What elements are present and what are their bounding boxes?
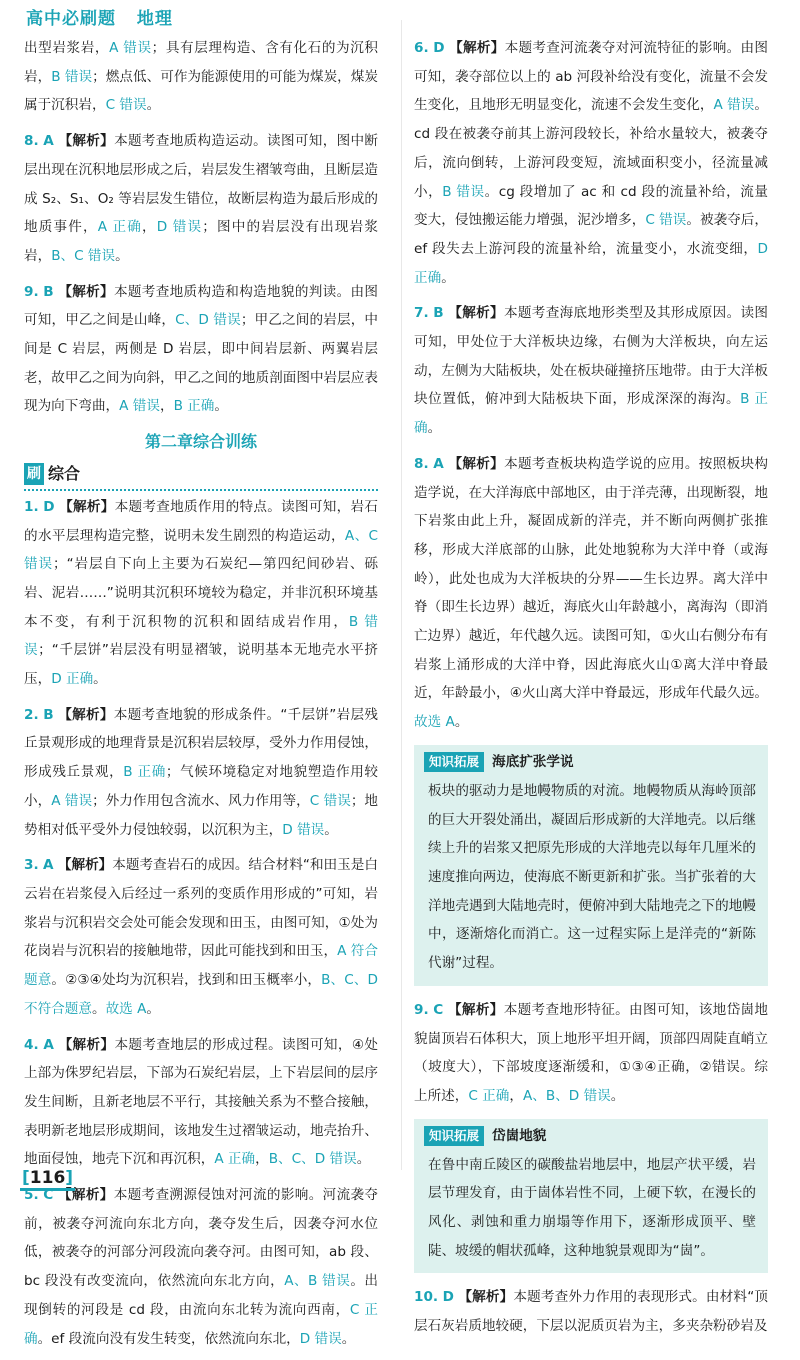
knowledge-title: 海底扩张学说 xyxy=(492,753,574,770)
answer-item-9: 9. B 【解析】本题考查地质构造和构造地貌的判读。由图可知，甲乙之间是山峰，C、D 错误；甲乙之间的岩层，中间是 C 岩层，两侧是 D 岩层，即中间岩层新、两翼岩层老，故甲乙之间为向斜，甲乙之间的地质剖面图中岩层应表现为向下弯曲，A 错误，B 正确。 xyxy=(24,283,379,415)
page-number: [116] xyxy=(20,1168,75,1191)
column-divider xyxy=(401,20,402,1170)
subject-title: 地理 xyxy=(136,9,173,29)
knowledge-box-daigu xyxy=(414,1119,768,1274)
answer-item-4: 4. A 【解析】本题考查地层的形成过程。读图可知，④处上部为侏罗纪岩层，下部为石炭纪岩层，上下岩层间的层序发生间断，且新老地层不平行，其接触关系为不整合接触，表明新老地层形成期间，该地发生过褶皱运动，地壳抬升、地面侵蚀，地壳下沉和再沉积，A 正确，B、C、D 错误。 xyxy=(24,1036,379,1168)
continued-answer: 出型岩浆岩，A 错误；具有层理构造、含有化石的为沉积岩，B 错误；燃点低、可作为能源使用的可能为煤炭，煤炭属于沉积岩，C 错误。 xyxy=(24,40,379,114)
knowledge-text: 板块的驱动力是地幔物质的对流。地幔物质从海岭顶部的巨大开裂处涌出，凝固后形成新的大洋地壳。以后继续上升的岩浆又把原先形成的大洋地壳以每年几厘米的速度推向两边，使海底不断更新和扩张。当扩张着的大洋地壳遇到大陆地壳时，便俯冲到大陆地壳之下的地幔中，逐渐熔化而消亡。这一过程实际上是洋壳的“新陈代谢”过程。 xyxy=(428,782,756,972)
answer-item-8: 8. A 【解析】本题考查板块构造学说的应用。按照板块构造学说，在大洋海底中部地区，由于洋壳薄，出现断裂，地下岩浆由此上升，凝固成新的洋壳，并不断向两侧扩张推移，形成大洋底部的山脉，此处地貌称为大洋中脊（或海岭），此处也成为大洋板块的分界——生长边界。离大洋中脊（即生长边界）越近，海底火山年龄越小，离海沟（即消亡边界）越近，年代越久远。读图可知，①火山右侧分布有岩浆上涌形成的大洋中脊，因此海底火山①离大洋中脊最近，年龄最小，④火山离大洋中脊最远，形成年代最久远。故选 A。 xyxy=(414,455,769,731)
knowledge-text: 在鲁中南丘陵区的碳酸盐岩地层中，地层产状平缓，岩层节理发育，由于崮体岩性不同，上硬下软，在漫长的风化、剥蚀和重力崩塌等作用下，逐渐形成顶平、壁陡、坡缓的帽状孤峰，这种地貌景观即为“崮”。 xyxy=(428,1156,756,1259)
answer-item-1: 1. D 【解析】本题考查地质作用的特点。读图可知，岩石的水平层理构造完整，说明未发生剧烈的构造运动，A、C 错误；“岩层自下向上主要为石炭纪—第四纪间砂岩、砾岩、泥岩……”说明其沉积环境较为稳定，并非沉积环境基本不变，有利于沉积物的沉积和固结成岩作用，B 错误；“千层饼”岩层没有明显褶皱，说明基本无地壳水平挤压，D 正确。 xyxy=(24,498,379,688)
answer-item-8: 8. A 【解析】本题考查地质构造运动。读图可知，图中断层出现在沉积地层形成之后，岩层发生褶皱弯曲，且断层造成 S₂、S₁、O₂ 等岩层发生错位，故断层构造为最后形成的地质事件，A 正确，D 错误；图中的岩层没有出现岩浆岩，B、C 错误。 xyxy=(24,133,379,264)
section-icon: 刷 xyxy=(24,463,44,485)
book-title: 高中必刷题 xyxy=(26,9,116,29)
answer-item-5: 5. C 【解析】本题考查溯源侵蚀对河流的影响。河流袭夺前，被袭夺河流向东北方向，袭夺发生后，因袭夺河水位低，被袭夺的河部分河段流向袭夺河。由图可知，ab 段、bc 段没有改变流向，依然流向东北方向，A、B 错误。出现倒转的河段是 cd 段，由流向东北转为流向西南，C 正确。ef 段流向没有发生转变，依然流向东北，D 错误。 xyxy=(24,1187,379,1347)
knowledge-box-seafloor xyxy=(414,745,768,986)
section-label: 综合 xyxy=(48,463,81,483)
chapter-title: 第二章综合训练 xyxy=(144,432,257,452)
section-header xyxy=(24,459,378,491)
left-column xyxy=(24,34,378,1360)
right-column xyxy=(414,34,768,1348)
running-header xyxy=(26,4,173,34)
answer-item-6: 6. D 【解析】本题考查河流袭夺对河流特征的影响。由图可知，袭夺部位以上的 ab 河段补给没有变化，流量不会发生变化，且地形无明显变化，流速不会发生变化，A 错误。cd 段在被袭夺前其上游河段较长，补给水量较大，被袭夺后，流向倒转，上游河段变短，流域面积变小，径流量减小，B 错误。cg 段增加了 ac 和 cd 段的流量补给，流量变大，侵蚀搬运能力增强，泥沙增多，C 错误。被袭夺后，ef 段失去上游河段的流量补给，流量变小，水流变细，D 正确。 xyxy=(414,40,769,286)
answer-item-3: 3. A 【解析】本题考查岩石的成因。结合材料“和田玉是白云岩在岩浆侵入后经过一系列的变质作用形成的”可知，岩浆岩与沉积岩交会处可能会发现和田玉，由图可知，①处为花岗岩与沉积岩的接触地带，因此可能找到和田玉，A 符合题意。②③④处均为沉积岩，找到和田玉概率小，B、C、D 不符合题意。故选 A。 xyxy=(24,857,379,1017)
knowledge-tag: 知识拓展 xyxy=(424,752,484,772)
knowledge-tag: 知识拓展 xyxy=(424,1126,484,1146)
answer-item-7: 7. B 【解析】本题考查海底地形类型及其形成原因。读图可知，甲处位于大洋板块边缘，右侧为大洋板块，向左运动，左侧为大陆板块，处在板块碰撞挤压地带。由于大洋板块位置低，俯冲到大陆板块下面，形成深深的海沟。B 正确。 xyxy=(414,305,769,437)
answer-item-10: 10. D 【解析】本题考查外力作用的表现形式。由材料“顶层石灰岩质地较硬，下层以泥质页岩为主，多夹杂粉砂岩及 xyxy=(414,1289,768,1335)
answer-item-2: 2. B 【解析】本题考查地貌的形成条件。“千层饼”岩层残丘景观形成的地理背景是沉积岩层较厚，受外力作用侵蚀，形成残丘景观，B 正确；气候环境稳定对地貌塑造作用较小，A 错误；外力作用包含流水、风力作用等，C 错误；地势相对低平受外力侵蚀较弱，以沉积为主，D 错误。 xyxy=(24,706,379,838)
answer-item-9: 9. C 【解析】本题考查地形特征。由图可知，该地岱崮地貌崮顶岩石体积大，顶上地形平坦开阔，顶部四周陡直峭立（坡度大），下部坡度逐渐缓和，①③④正确，②错误。综上所述，C 正确，A、B、D 错误。 xyxy=(414,1001,769,1104)
knowledge-title: 岱崮地貌 xyxy=(492,1127,547,1144)
